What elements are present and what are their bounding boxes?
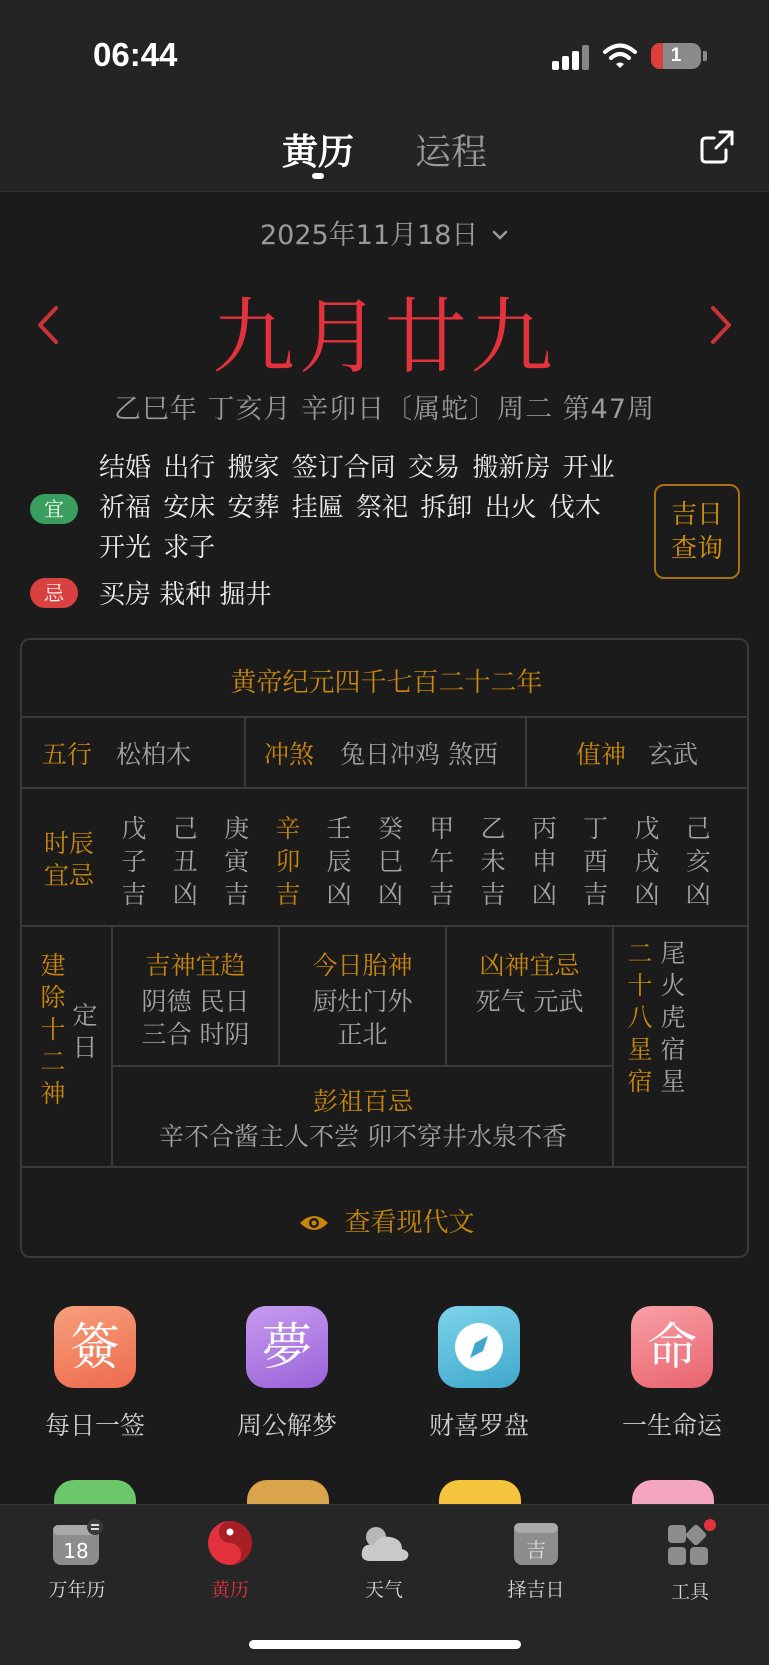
auspicious-glyph: 吉 [526,1538,546,1562]
app-daily-fortune[interactable] [5,1306,185,1442]
hour-column [529,812,559,911]
tab-label: 天气 [364,1579,403,1601]
hour-stem: 丁 [583,814,609,843]
tab-label: 万年历 [48,1579,106,1601]
shichen-label-line2: 宜忌 [43,861,94,890]
hour-column [683,812,713,911]
hour-branch: 戌 [634,847,660,876]
hour-stem: 丙 [531,814,557,843]
hour-column [324,812,354,911]
hour-luck: 凶 [172,880,198,909]
app-label: 一生命运 [621,1411,722,1440]
hour-branch: 寅 [224,847,250,876]
xiu-value-text: 尾火虎宿星 [660,939,686,1096]
taishen-line1: 厨灶门外 [312,987,413,1016]
xiongshen-title: 凶神宜忌 [479,951,580,980]
tab-yuncheng[interactable]: 运程 [415,132,488,173]
eye-icon [298,1213,330,1233]
date-selector[interactable] [0,213,769,252]
hour-luck: 凶 [531,880,557,909]
hour-luck: 吉 [275,880,301,909]
tab-weather[interactable] [324,1519,444,1602]
home-indicator [249,1640,521,1649]
hour-luck: 吉 [480,880,506,909]
yi-activities: 结婚 出行 搬家 签订合同 交易 搬新房 开业 祈福 安床 安葬 挂匾 祭祀 拆卸 出火 伐木 开光 求子 [99,453,615,563]
view-modern-text-link[interactable] [22,1202,751,1239]
hour-branch: 子 [121,847,147,876]
tab-huangli[interactable]: 黄历 [282,132,355,173]
jishen-line1: 阴德 民日 [141,987,250,1016]
top-navigation [0,110,769,192]
taishen-values [280,985,445,1051]
app-destiny[interactable] [582,1306,762,1442]
xiu-label [625,938,655,1098]
hour-stem: 己 [685,814,711,843]
status-bar [0,0,769,110]
hour-luck: 凶 [634,880,660,909]
hour-luck: 吉 [121,880,147,909]
xiongshen-values: 死气 元武 [475,987,584,1016]
hour-luck: 吉 [583,880,609,909]
yi-badge: 宜 [30,494,78,524]
hour-stem: 癸 [377,814,403,843]
ji-activities: 买房 栽种 掘井 [99,580,272,610]
ganzhi-line: 乙巳年 丁亥月 辛卯日〔属蛇〕周二 第47周 [113,394,656,425]
battery-icon [651,43,701,69]
pengzu-text: 辛不合酱主人不尝 卯不穿井水泉不香 [159,1122,567,1151]
taishen-title: 今日胎神 [312,951,413,980]
battery-tip [703,51,707,61]
chongsha-value: 兔日冲鸡 煞西 [340,740,498,769]
jianchu-label-text: 建除十二神 [40,951,66,1108]
wuxing-value: 松柏木 [116,740,192,769]
clock: 06:44 [93,36,178,73]
cellular-signal-icon [552,44,594,70]
jiri-button-line2: 查询 [670,534,723,564]
active-tab-indicator [312,173,324,179]
zhishen-value: 玄武 [648,740,699,769]
tab-label: 黄历 [210,1579,249,1601]
wuxing-label: 五行 [42,740,93,769]
hour-branch: 未 [480,847,506,876]
weather-icon [356,1519,412,1567]
wifi-icon [603,42,637,70]
hour-column [376,812,406,911]
share-icon[interactable] [698,128,736,166]
compass-glyph [438,1306,520,1388]
hour-stem: 庚 [224,814,250,843]
hour-column [119,812,149,911]
hour-luck: 凶 [685,880,711,909]
jishen-values [113,985,278,1051]
app-compass[interactable] [389,1306,569,1442]
tab-almanac[interactable] [170,1519,290,1602]
hour-luck: 凶 [326,880,352,909]
hour-stem: 乙 [480,814,506,843]
hour-column [170,812,200,911]
chongsha-label: 冲煞 [264,740,315,769]
shichen-label-line1: 时辰 [43,829,94,858]
date-selector-text: 2025年11月18日 [259,220,479,251]
jiri-button-line1: 吉日 [670,500,723,530]
hour-luck: 吉 [224,880,250,909]
hour-branch: 辰 [326,847,352,876]
hour-stem: 戊 [634,814,660,843]
yellow-emperor-year: 黄帝纪元四千七百二十二年 [230,668,543,698]
pengzu-title: 彭祖百忌 [312,1087,413,1116]
tools-icon [662,1519,718,1569]
lunar-date: 九月廿九 [212,290,557,385]
battery-level: 1 [670,45,682,66]
hour-branch: 丑 [172,847,198,876]
tab-calendar[interactable] [17,1519,137,1602]
taishen-line2: 正北 [337,1020,388,1049]
chevron-down-icon [491,229,509,241]
hour-column [273,812,303,911]
hour-luck: 凶 [377,880,403,909]
hour-branch: 卯 [275,847,301,876]
compass-icon [438,1306,520,1388]
hour-luck: 吉 [429,880,455,909]
hour-branch: 亥 [685,847,711,876]
hour-column [222,812,252,911]
xiu-value [658,938,688,1098]
tab-tools[interactable] [630,1519,750,1604]
almanac-icon [206,1519,254,1567]
destiny-icon: 命 [631,1306,713,1388]
jianchu-value [70,1000,100,1064]
hour-branch: 午 [429,847,455,876]
tab-auspicious-day[interactable] [476,1519,596,1602]
hour-stem: 己 [172,814,198,843]
notification-dot [704,1519,716,1531]
zhishen-label: 值神 [576,740,627,769]
ji-badge: 忌 [30,578,78,608]
auspicious-day-icon [512,1519,560,1567]
view-modern-text-label: 查看现代文 [344,1208,475,1238]
jishen-line2: 三合 时阴 [141,1020,250,1049]
tab-label: 择吉日 [507,1579,565,1601]
calendar-icon [51,1519,103,1567]
app-label: 财喜罗盘 [428,1411,529,1440]
hour-stem: 辛 [275,814,301,843]
hour-column [581,812,611,911]
fortune-stick-icon: 簽 [54,1306,136,1388]
xiu-label-text: 二十八星宿 [627,939,653,1096]
calendar-day: 18 [63,1539,89,1563]
app-label: 周公解梦 [236,1411,337,1440]
jianchu-label [38,950,68,1110]
app-label: 每日一签 [44,1411,145,1440]
hour-stem: 甲 [429,814,455,843]
hour-branch: 巳 [377,847,403,876]
tab-label: 工具 [670,1581,709,1603]
hour-column [478,812,508,911]
hour-column [632,812,662,911]
hour-branch: 申 [531,847,557,876]
hour-stem: 壬 [326,814,352,843]
jianchu-value-text: 定日 [72,1001,98,1062]
hour-branch: 酉 [583,847,609,876]
hour-stem: 戊 [121,814,147,843]
dream-icon: 夢 [246,1306,328,1388]
app-dream-interpretation[interactable] [197,1306,377,1442]
next-day-icon[interactable] [707,300,737,350]
almanac-detail-panel [20,638,749,1258]
jishen-title: 吉神宜趋 [145,951,246,980]
hour-column [427,812,457,911]
auspicious-day-query-button[interactable] [654,484,740,579]
shichen-label [42,828,96,892]
